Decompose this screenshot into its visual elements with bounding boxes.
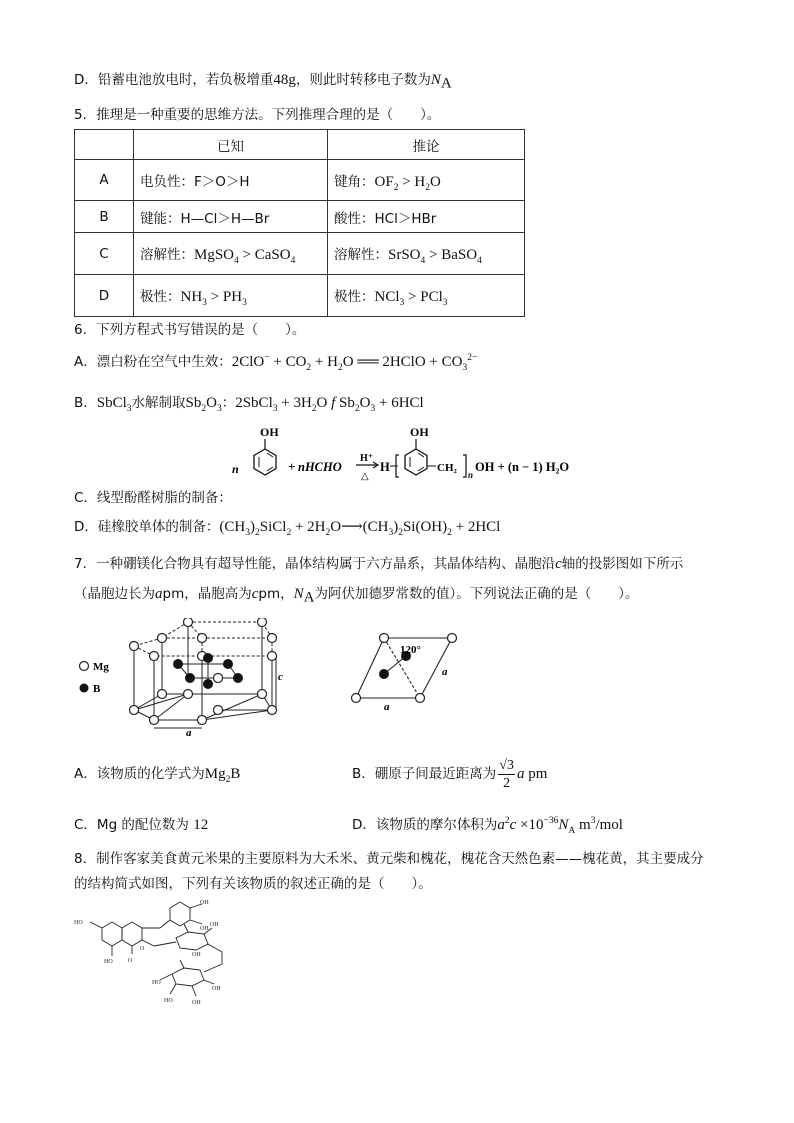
eq-sub: 3 — [370, 404, 376, 414]
formula-part: B — [230, 766, 241, 782]
cell-prefix: 键能： — [140, 210, 181, 227]
eq-sub: 2 — [447, 528, 452, 538]
eq-part: (OH) — [415, 519, 448, 535]
side-label-a: a — [442, 666, 448, 678]
eq-sub: 2 — [201, 404, 207, 414]
q4-option-d-text: D．铅蓄电池放电时，若负极增重 — [74, 72, 274, 88]
eq-sub: 2 — [311, 404, 317, 414]
formula-part: OF — [374, 173, 394, 190]
avogadro-symbol: N — [430, 72, 441, 88]
fraction-numerator: √3 — [499, 757, 514, 773]
formula-part: O — [429, 173, 441, 190]
formula-sub: 3 — [202, 298, 207, 308]
formula-sub: 3 — [399, 298, 405, 308]
struct-oh-label: OH — [200, 926, 209, 932]
eq-part: Si — [402, 519, 416, 535]
struct-oh-label: OH — [212, 986, 221, 992]
eq-sub: 2 — [398, 528, 403, 538]
q7-option-a — [74, 764, 240, 784]
formula-sub: 4 — [477, 256, 482, 266]
cell-prefix: 极性： — [140, 289, 181, 305]
q7-stem-line2 — [74, 584, 639, 604]
struct-oh-label: OH — [210, 922, 219, 928]
b-legend-icon — [80, 684, 89, 693]
cell-prefix: 溶解性： — [140, 247, 194, 263]
eq-part: O — [359, 395, 371, 411]
cell-value: HCl＞HBr — [374, 210, 437, 227]
eq-part: 2ClO — [231, 354, 265, 370]
cell-prefix: 键角： — [334, 173, 375, 190]
unit: pm — [524, 766, 548, 782]
struct-oh-label: OH — [192, 1000, 201, 1006]
struct-ho-label: HO — [74, 920, 83, 926]
eq-part: 2SbCl — [235, 395, 273, 411]
eq-sub: 3 — [462, 363, 468, 373]
eq-part: Sb — [335, 395, 355, 411]
reaction-products: OH + (n − 1) H₂O — [475, 460, 570, 474]
q7-stem-text: 7．一种硼镁化合物具有超导性能，晶体结构属于六方晶系，其晶体结构、晶胞沿 — [74, 556, 556, 572]
formula-sub: 2 — [225, 775, 231, 785]
option-text: C．Mg 的配位数为 — [74, 817, 194, 833]
polymer-oh-label: OH — [410, 425, 429, 439]
q5-row-c — [75, 233, 525, 275]
avogadro-sub: A — [440, 75, 452, 92]
eq-arrow: ⟶ — [341, 519, 363, 535]
option-label: D．硅橡胶单体的制备： — [74, 519, 220, 535]
formula-sub: 3 — [442, 298, 448, 308]
eq-part: SbCl — [96, 395, 127, 411]
chain-end-h: H — [380, 460, 390, 474]
eq-sub: 3 — [126, 404, 132, 414]
q7-option-c — [74, 815, 208, 835]
cell-prefix: 溶解性： — [334, 247, 388, 263]
sophoricoside-structure-figure — [72, 900, 242, 1020]
q4-mass: 48g — [273, 72, 296, 88]
formaldehyde-label: nHCHO — [298, 460, 342, 474]
eq-part: (CH — [219, 519, 246, 535]
q5-row-label: B — [75, 201, 134, 233]
var-c: c — [251, 586, 259, 602]
eq-sub: 3 — [272, 404, 278, 414]
q5-inference-cell — [328, 160, 525, 201]
cell-prefix: 电负性： — [140, 174, 194, 190]
stem-part: （晶胞边长为 — [74, 586, 155, 602]
eq-part: + 2H — [291, 519, 326, 535]
eq-arrow: ══ — [353, 354, 383, 370]
formula-part: > PH — [206, 289, 243, 305]
heat-label: △ — [361, 471, 369, 482]
eq-part: 2HClO + CO — [382, 354, 463, 370]
q5-inference-cell — [328, 233, 525, 275]
eq-part: O — [342, 354, 354, 370]
eq-sup: 2− — [467, 353, 478, 363]
eq-sub: 3 — [388, 528, 394, 538]
mg-legend-label: Mg — [93, 661, 109, 673]
c-axis-symbol: c — [555, 556, 562, 572]
formula-sub: 4 — [234, 256, 239, 266]
formula-part: MgSO — [194, 247, 235, 263]
eq-part: (CH — [362, 519, 389, 535]
angle-label: 120° — [400, 644, 421, 656]
eq-part: SiCl — [259, 519, 287, 535]
formula-sub: 2 — [393, 182, 399, 193]
edge-label-a: a — [186, 727, 192, 738]
q5-known-cell — [134, 201, 328, 233]
q5-table — [74, 129, 525, 317]
q6-option-a — [74, 352, 477, 372]
eq-part: ) — [250, 519, 255, 535]
eq-glyph: f — [331, 395, 336, 411]
eq-sub: 2 — [354, 404, 360, 414]
q7-stem-text2: 轴的投影图如下所示 — [561, 556, 684, 572]
avogadro-symbol: N — [558, 817, 569, 833]
struct-ho-label: HO — [104, 959, 113, 965]
eq-sub: 2 — [337, 363, 343, 373]
cell-value: F＞O＞H — [194, 174, 250, 190]
cell-prefix: 极性： — [334, 289, 375, 305]
fraction-denominator: 2 — [503, 775, 511, 791]
plus-sign: + — [288, 459, 296, 474]
exp: −36 — [543, 816, 559, 826]
reaction-coefficient-n: n — [232, 462, 239, 476]
eq-sup: − — [264, 353, 270, 363]
q6-option-c: C．线型酚醛树脂的制备： — [74, 490, 232, 506]
q5-row-label: D — [75, 275, 134, 317]
avogadro-sub: A — [568, 826, 576, 836]
struct-oh-label: OH — [192, 952, 201, 958]
q6-option-b — [74, 393, 424, 413]
q6-option-d — [74, 517, 500, 537]
eq-part: + CO — [269, 354, 307, 370]
eq-sub: 2 — [306, 363, 312, 373]
methylene-label: CH₂ — [437, 462, 457, 474]
b-legend-label: B — [93, 683, 101, 695]
q5-known-cell — [134, 233, 328, 275]
struct-o-label: O — [140, 946, 145, 952]
eq-part: + H — [311, 354, 338, 370]
q7-option-b — [352, 752, 547, 796]
formula-sub: 4 — [420, 256, 426, 266]
q4-option-d-mid: ，则此时转移电子数为 — [295, 72, 431, 88]
height-label-c: c — [278, 671, 283, 683]
formula-sub: 3 — [242, 298, 247, 308]
option-text: A．该物质的化学式为 — [74, 766, 205, 782]
formula-part: > BaSO — [425, 247, 478, 263]
formula-part: > H — [398, 173, 426, 190]
eq-sub: 2 — [286, 528, 292, 538]
q5-row-d — [75, 275, 525, 317]
formula-part: /mol — [595, 817, 623, 833]
formula-part: NH — [180, 289, 203, 305]
stem-part: 为阿伏加德罗常数的值）。下列说法正确的是（ ）。 — [314, 586, 639, 602]
q5-known-cell — [134, 275, 328, 317]
eq-part: Sb — [185, 395, 202, 411]
eq-part: 水解制取 — [131, 395, 186, 411]
q7-stem-line1 — [74, 554, 683, 574]
eq-part: O — [206, 395, 217, 411]
formula-part: ×10 — [516, 817, 544, 833]
polymer-ring-icon — [405, 449, 427, 475]
q5-row-label: C — [75, 233, 134, 275]
struct-o-label: O — [128, 958, 133, 964]
q5-stem: 5．推理是一种重要的思维方法。下列推理合理的是（ ）。 — [74, 107, 441, 123]
stem-part: pm， — [258, 586, 294, 602]
c-axis-projection-figure — [348, 630, 468, 712]
q7-option-d — [352, 815, 623, 835]
eq-sub: 2 — [255, 528, 260, 538]
coordination-number: 12 — [193, 817, 209, 833]
phenol-formaldehyde-reaction — [228, 422, 588, 490]
struct-ho-label: HO — [164, 998, 173, 1004]
var-a: a — [516, 766, 525, 782]
eq-sub: 2 — [325, 528, 331, 538]
q4-option-d — [74, 70, 452, 90]
var-c: c — [509, 817, 517, 833]
repeat-count-n: n — [468, 470, 474, 480]
option-label: B． — [74, 395, 97, 411]
var-a: a — [497, 817, 505, 833]
formula-sub: 4 — [290, 256, 296, 266]
mg-legend-icon — [80, 662, 89, 671]
formula-part: Mg — [204, 766, 226, 782]
eq-part: O — [316, 395, 332, 411]
eq-sub: 3 — [245, 528, 250, 538]
formula-part: NCl — [374, 289, 400, 305]
eq-part: ) — [393, 519, 399, 535]
q5-header-label — [75, 130, 134, 160]
q5-known-cell — [134, 160, 328, 201]
cell-prefix: 酸性： — [334, 210, 375, 227]
option-label: A．漂白粉在空气中生效： — [74, 354, 232, 370]
q5-table-header — [75, 130, 525, 160]
formula-part: > PCl — [404, 289, 443, 305]
var-a: a — [155, 586, 163, 602]
exp: 3 — [590, 816, 596, 826]
formula-part: m — [575, 817, 591, 833]
avogadro-sub: A — [303, 589, 315, 606]
formula-sub: 2 — [425, 182, 430, 193]
q8-stem-line1: 8．制作客家美食黄元米果的主要原料为大禾米、黄元柴和槐花，槐花含天然色素——槐花黄，其主要成分 — [74, 851, 704, 867]
eq-part: + 6HCl — [375, 395, 424, 411]
option-text: D．该物质的摩尔体积为 — [352, 817, 498, 833]
eq-part: O — [330, 519, 342, 535]
crystal-legend — [78, 657, 128, 699]
q5-header-inference: 推论 — [328, 130, 525, 160]
exp: 2 — [504, 816, 510, 826]
eq-part: + 3H — [277, 395, 312, 411]
avogadro-symbol: N — [293, 586, 304, 602]
formula-part: > CaSO — [238, 247, 291, 263]
struct-oh-label: OH — [200, 900, 209, 906]
catalyst-label: H⁺ — [360, 453, 374, 464]
eq-part: ： — [221, 395, 236, 411]
phenol-ring-icon — [254, 449, 276, 475]
q5-row-b — [75, 201, 525, 233]
struct-ho-label: HO — [152, 980, 161, 986]
q5-inference-cell — [328, 275, 525, 317]
q6-stem: 6．下列方程式书写错误的是（ ）。 — [74, 322, 306, 338]
eq-part: + 2HCl — [451, 519, 501, 535]
q5-row-a — [75, 160, 525, 201]
q5-row-label: A — [75, 160, 134, 201]
eq-sub: 3 — [216, 404, 222, 414]
q5-header-known: 已知 — [134, 130, 328, 160]
stem-part: pm，晶胞高为 — [162, 586, 252, 602]
phenol-oh-label: OH — [260, 425, 279, 439]
fraction — [498, 757, 515, 792]
formula-part: SrSO — [388, 247, 421, 263]
bottom-label-a: a — [384, 701, 390, 712]
cell-value: H—Cl＞H—Br — [180, 210, 270, 227]
option-text: B．硼原子间最近距离为 — [352, 766, 497, 782]
q5-inference-cell — [328, 201, 525, 233]
q8-stem-line2: 的结构简式如图，下列有关该物质的叙述正确的是（ ）。 — [74, 876, 432, 892]
